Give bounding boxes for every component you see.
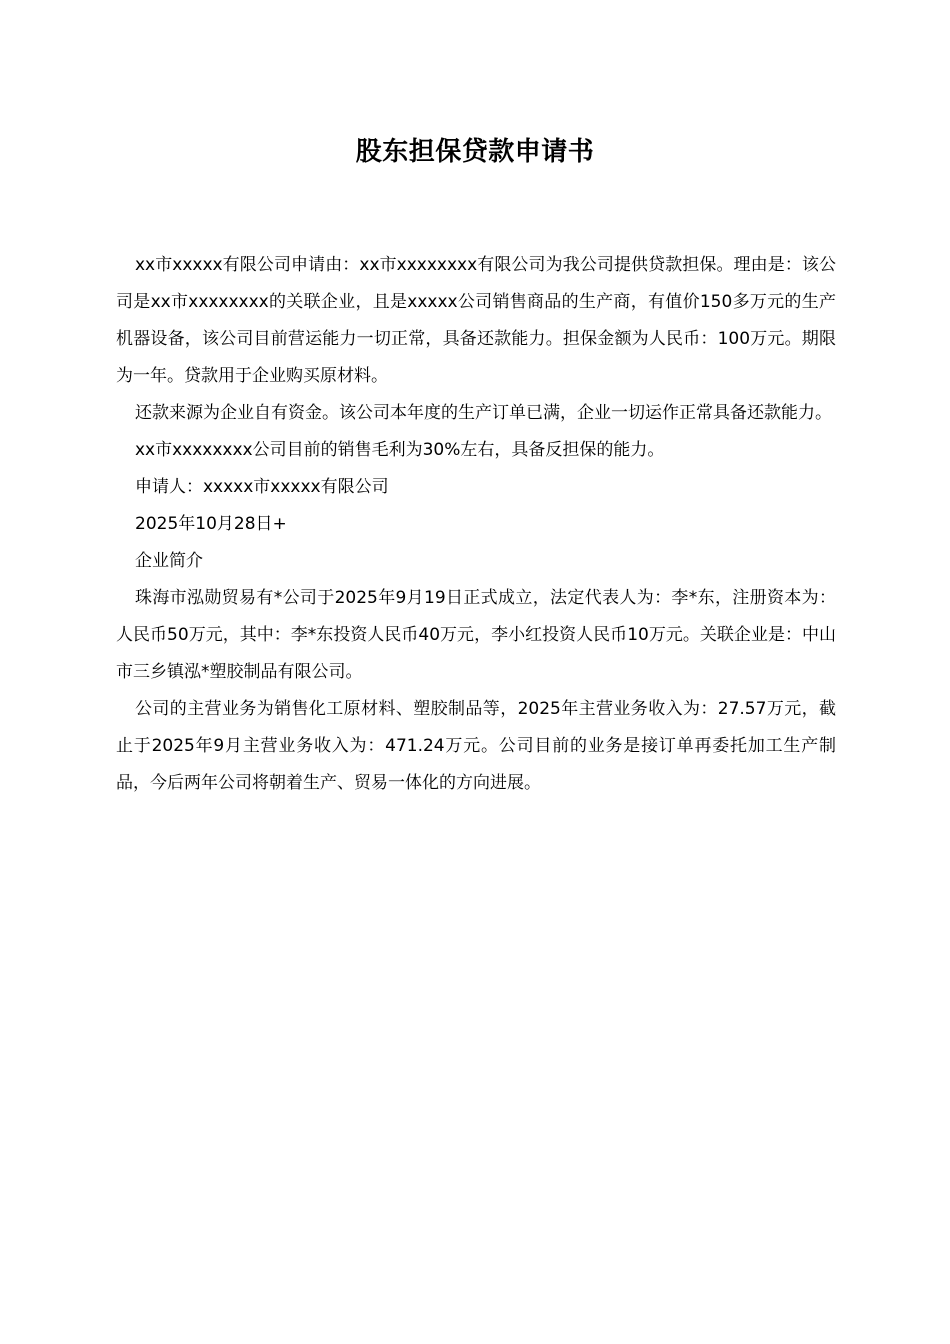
paragraph-counter-guarantee: xx市xxxxxxxx公司目前的销售毛利为30%左右，具备反担保的能力。	[135, 440, 665, 460]
date-line: 2025年10月28日+	[135, 514, 287, 534]
applicant-line: 申请人：xxxxx市xxxxx有限公司	[135, 477, 389, 497]
section-heading-company-profile: 企业简介	[135, 551, 203, 571]
paragraph-company-profile: 珠海市泓勋贸易有*公司于2025年9月19日正式成立，法定代表人为：李*东，注册资本为：人民币50万元，其中：李*东投资人民币40万元，李小红投资人民币10万元。关联企业是：中山市三乡镇泓*塑胶制品有限公司。	[116, 588, 836, 682]
document-title: 股东担保贷款申请书	[355, 137, 595, 167]
paragraph-repayment-source: 还款来源为企业自有资金。该公司本年度的生产订单已满，企业一切运作正常具备还款能力。	[135, 403, 832, 423]
paragraph-application-reason: xx市xxxxx有限公司申请由：xx市xxxxxxxx有限公司为我公司提供贷款担保。理由是：该公司是xx市xxxxxxxx的关联企业，且是xxxxx公司销售商品的生产商，有值价150多万元的生产机器设备，该公司目前营运能力一切正常，具备还款能力。担保金额为人民币：100万元。期限为一年。贷款用于企业购买原材料。	[116, 255, 836, 386]
document-body	[116, 247, 836, 802]
paragraph-main-business: 公司的主营业务为销售化工原材料、塑胶制品等，2025年主营业务收入为：27.57万元，截止于2025年9月主营业务收入为：471.24万元。公司目前的业务是接订单再委托加工生产制品，今后两年公司将朝着生产、贸易一体化的方向进展。	[116, 699, 836, 793]
